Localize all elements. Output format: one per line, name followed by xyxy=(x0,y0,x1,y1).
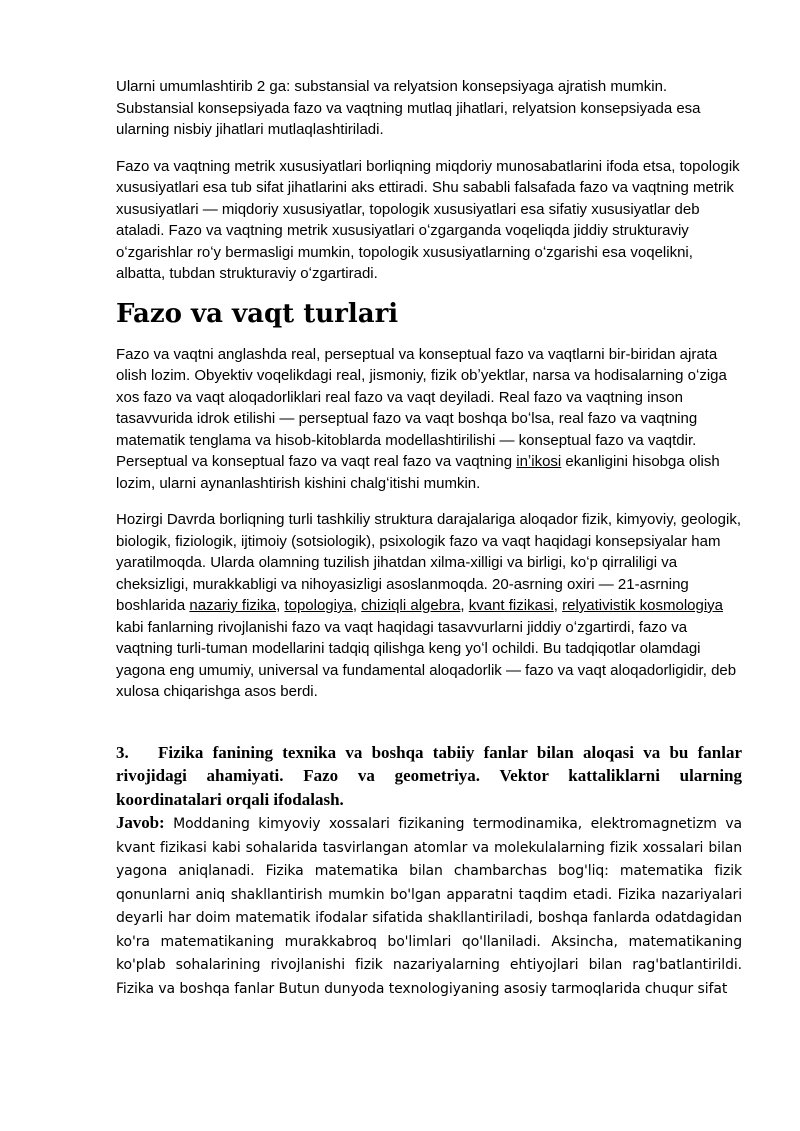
paragraph-text: Fazo va vaqtni anglashda real, perseptual va konseptual fazo va vaqtlarni bir-biridan ajrata olish lozim. Obyektiv voqelikdagi real, jismoniy, fizik obʼyektlar, narsa va hodisalarning oʻziga xos fazo va vaqt aloqadorliklari real fazo va vaqt deyiladi. Real fazo va vaqtning inson tasavvurida idrok etilishi — perseptual fazo va vaqt boshqa boʻlsa, real fazo va vaqtning matematik tenglama va hisob-kitoblarda modellashtirilishi — konseptual fazo va vaqtdir. Perseptual va konseptual fazo va vaqt real fazo va vaqtning xyxy=(116,345,727,470)
paragraph-text: kabi fanlarning rivojlanishi fazo va vaqt haqidagi tasavvurlarni jiddiy oʻzgartirdi, fazo va vaqtning turli-tuman modellarini tadqiq qilishga keng yoʻl ochildi. Bu tadqiqotlar olamdagi yagona eng umumiy, universal va fundamental aloqadorlik — fazo va vaqt aloqadorligidir, deb xulosa chiqarishga asos berdi. xyxy=(116,618,737,700)
answer-label: Javob: xyxy=(116,813,165,832)
link-inikosi[interactable]: inʼikosi xyxy=(516,453,562,470)
answer-paragraph xyxy=(116,811,742,1001)
link-chiziqli-algebra[interactable]: chiziqli algebra xyxy=(361,597,461,614)
separator: , xyxy=(276,597,285,614)
paragraph-space-time-types xyxy=(116,344,742,495)
section-heading: Fazo va vaqt turlari xyxy=(116,298,399,329)
answer-text: Moddaning kimyoviy xossalari fizikaning termodinamika, elektromagnetizm va kvant fizikasi kabi sohalarida tasvirlangan atomlar va molekulalarning fizik xossalari bilan yagona aniqlanadi. Fizika matematika bilan chambarchas bog'liq: matematika fizik qonunlarni aniq shakllantirish mumkin bo'lgan apparatni taqdim etadi. Fizika nazariyalari deyarli har doim matematik ifodalar sifatida shakllantiriladi, boshqa fanlarda odatdagidan ko'ra matematikaning murakkabroq bo'limlari qo'llaniladi. Aksincha, matematikaning ko'plab sohalarining rivojlanishi fizik nazariyalarning ehtiyojlari bilan rag'batlantirildi. Fizika va boshqa fanlar Butun dunyoda texnologiyaning asosiy tarmoqlarida chuqur sifat xyxy=(116,816,742,997)
paragraph-concepts: Ularni umumlashtirib 2 ga: substansial va relyatsion konsepsiyaga ajratish mumkin. Substansial konsepsiyada fazo va vaqtning mutlaq jihatlari, relyatsion konsepsiyada esa ularning nisbiy jihatlari mutlaqlashtiriladi. xyxy=(116,78,701,138)
separator: , xyxy=(352,597,362,614)
link-relyativistik-kosmologiya[interactable]: relyativistik kosmologiya xyxy=(562,597,724,614)
separator: , xyxy=(460,597,469,614)
link-nazariy-fizika[interactable]: nazariy fizika xyxy=(189,597,277,614)
paragraph-modern-concepts xyxy=(116,509,742,703)
document-page xyxy=(116,76,742,1001)
link-topologiya[interactable]: topologiya xyxy=(284,597,353,614)
question-text: Fizika fanining texnika va boshqa tabiiy fanlar bilan aloqasi va bu fanlar rivojidagi ahamiyati. Fazo va geometriya. Vektor kattaliklarni ularning koordinatalari orqali ifodalash. xyxy=(116,742,742,809)
link-kvant-fizikasi[interactable]: kvant fizikasi xyxy=(468,597,554,614)
question-number: 3. xyxy=(116,742,129,762)
separator: , xyxy=(553,597,563,614)
question-heading xyxy=(116,741,742,812)
paragraph-text: ekanligini hisobga olish lozim, ularni aynanlashtirish kishini chalgʻitishi mumkin. xyxy=(116,453,720,492)
paragraph-text: Hozirgi Davrda borliqning turli tashkiliy struktura darajalariga aloqador fizik, kimyoviy, geologik, biologik, fiziologik, ijtimoiy (sotsiologik), psixologik fazo va vaqt haqidagi konsepsiyalar ham yaratilmoqda. Ularda olamning tuzilish jihatdan xilma-xilligi va birligi, koʻp qirraliligi va cheksizligi, murakkabligi va nihoyasizligi asoslanmoqda. 20-asrning oxiri — 21-asrning boshlarida xyxy=(116,511,741,614)
paragraph-metric-topologic: Fazo va vaqtning metrik xususiyatlari borliqning miqdoriy munosabatlarini ifoda etsa, topologik xususiyatlari esa tub sifat jihatlarini aks ettiradi. Shu sababli falsafada fazo va vaqtning metrik xususiyatlari — miqdoriy xususiyatlar, topologik xususiyatlari esa sifatiy xususiyatlar deb ataladi. Fazo va vaqtning metrik xususiyatlari oʻzgarganda voqeliqda jiddiy strukturaviy oʻzgarishlar roʻy bermasligi mumkin, topologik xususiyatlarning oʻzgarishi esa voqelikni, albatta, tubdan strukturaviy oʻzgartiradi. xyxy=(116,157,740,282)
